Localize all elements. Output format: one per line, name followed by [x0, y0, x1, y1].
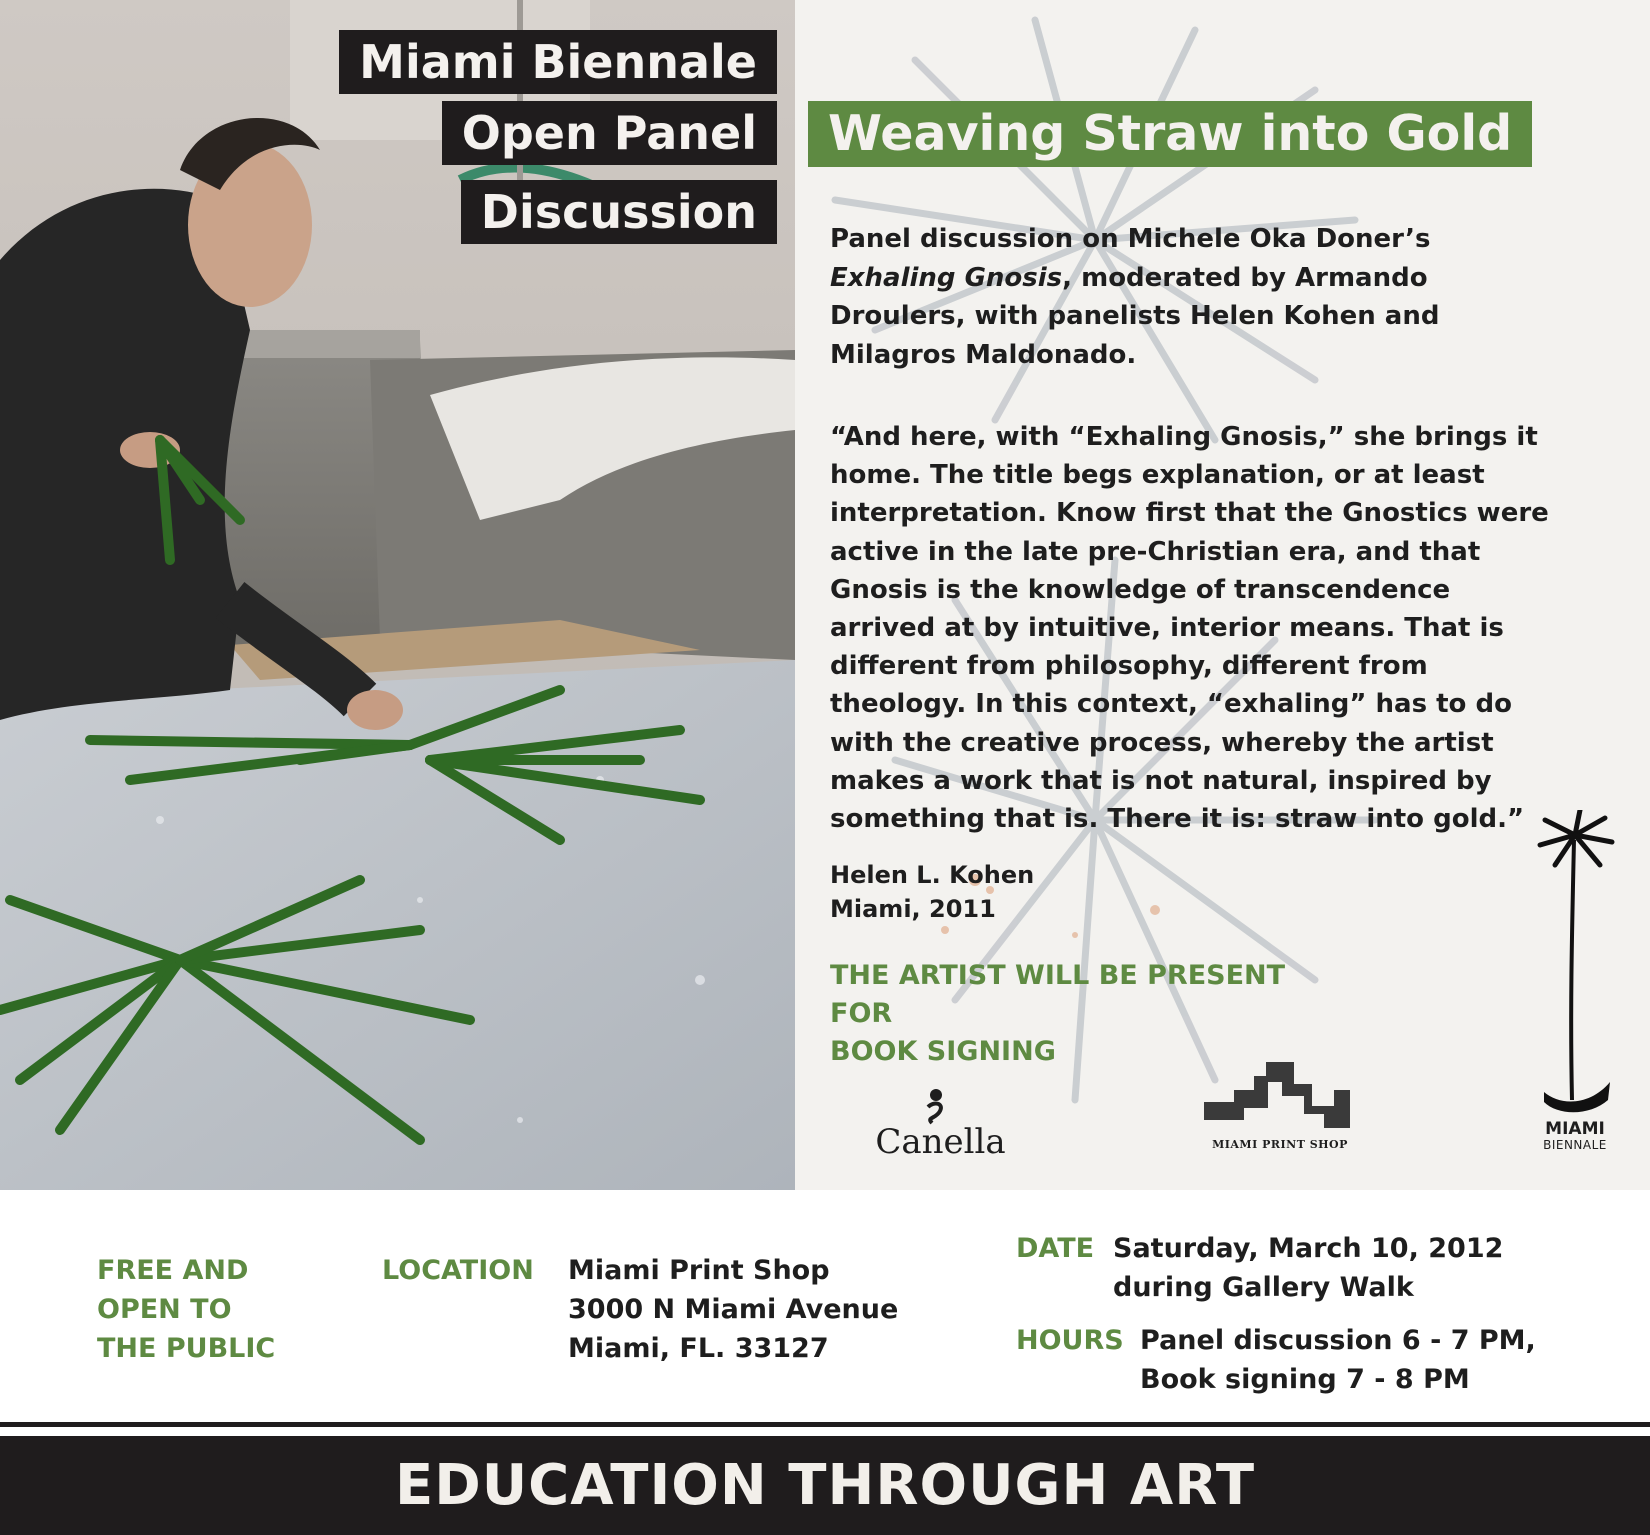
address-line: Miami, FL. 33127	[568, 1333, 829, 1364]
intro-line: Milagros Maldonado.	[830, 339, 1137, 370]
footer-divider	[0, 1422, 1650, 1427]
intro-line: Panel discussion on Michele Oka Doner’s	[830, 224, 1431, 254]
date-line: Saturday, March 10, 2012	[1113, 1233, 1504, 1264]
quote-line: theology. In this context, “exhaling” has to do	[830, 689, 1512, 720]
biennale-wordmark-top: MIAMI	[1545, 1119, 1605, 1139]
hours-label: HOURS	[1016, 1325, 1124, 1356]
quote-line: arrived at by intuitive, interior means. That is	[830, 613, 1504, 644]
intro-paragraph	[830, 220, 1570, 374]
artist-photo	[0, 0, 795, 1190]
print-shop-wordmark: MIAMI PRINT SHOP	[1212, 1138, 1348, 1151]
biennale-wordmark-bottom: BIENNALE	[1543, 1138, 1607, 1152]
title-line-2: Open Panel	[442, 101, 777, 165]
quote-line: something that is. There it is: straw into gold.”	[830, 804, 1525, 835]
hours-line: Panel discussion 6 - 7 PM,	[1140, 1325, 1536, 1356]
free-line: THE PUBLIC	[97, 1333, 276, 1364]
quote-attribution	[830, 858, 1570, 926]
miami-print-shop-logo	[1200, 1062, 1360, 1162]
free-line: FREE AND	[97, 1255, 249, 1286]
quote-line: makes a work that is not natural, inspired by	[830, 765, 1492, 796]
palm-tree-icon	[1530, 810, 1620, 1120]
location-label: LOCATION	[382, 1255, 534, 1286]
address-line: 3000 N Miami Avenue	[568, 1294, 899, 1325]
quote-paragraph	[830, 418, 1570, 838]
location-address	[568, 1251, 898, 1368]
book-signing-note	[830, 957, 1350, 1071]
date-line: during Gallery Walk	[1113, 1272, 1414, 1303]
miami-biennale-logo	[1530, 810, 1620, 1170]
canella-wordmark: Canella	[875, 1122, 1006, 1162]
subtitle-banner: Weaving Straw into Gold	[808, 101, 1532, 167]
title-line-3: Discussion	[461, 180, 777, 244]
quote-line: interpretation. Know first that the Gnostics were	[830, 498, 1549, 529]
author-name: Helen L. Kohen	[830, 861, 1035, 889]
quote-line: different from philosophy, different from	[830, 651, 1428, 682]
event-date	[1113, 1229, 1503, 1307]
intro-line-rest: , moderated by Armando	[1062, 262, 1428, 293]
free-admission-note	[97, 1251, 357, 1368]
hours-line: Book signing 7 - 8 PM	[1140, 1364, 1470, 1395]
canella-emblem-icon	[868, 1085, 1028, 1125]
canella-logo	[868, 1085, 1028, 1165]
address-line: Miami Print Shop	[568, 1255, 830, 1286]
intro-line	[830, 259, 1570, 298]
event-hours	[1140, 1321, 1536, 1399]
title-line-1: Miami Biennale	[339, 30, 777, 94]
note-line: BOOK SIGNING	[830, 1036, 1056, 1067]
quote-line: home. The title begs explanation, or at least	[830, 460, 1485, 491]
date-label: DATE	[1016, 1233, 1095, 1264]
author-place-year: Miami, 2011	[830, 895, 996, 923]
quote-line: Gnosis is the knowledge of transcendence	[830, 574, 1451, 605]
footer-tagline: EDUCATION THROUGH ART	[0, 1436, 1650, 1535]
quote-line: with the creative process, whereby the artist	[830, 727, 1494, 758]
quote-line: active in the late pre-Christian era, and that	[830, 536, 1481, 567]
free-line: OPEN TO	[97, 1294, 232, 1325]
print-shop-building-icon	[1204, 1062, 1354, 1132]
intro-line: Droulers, with panelists Helen Kohen and	[830, 301, 1440, 331]
quote-line: “And here, with “Exhaling Gnosis,” she brings it	[830, 422, 1538, 452]
note-line: THE ARTIST WILL BE PRESENT FOR	[830, 960, 1286, 1029]
artwork-title: Exhaling Gnosis	[830, 262, 1063, 293]
